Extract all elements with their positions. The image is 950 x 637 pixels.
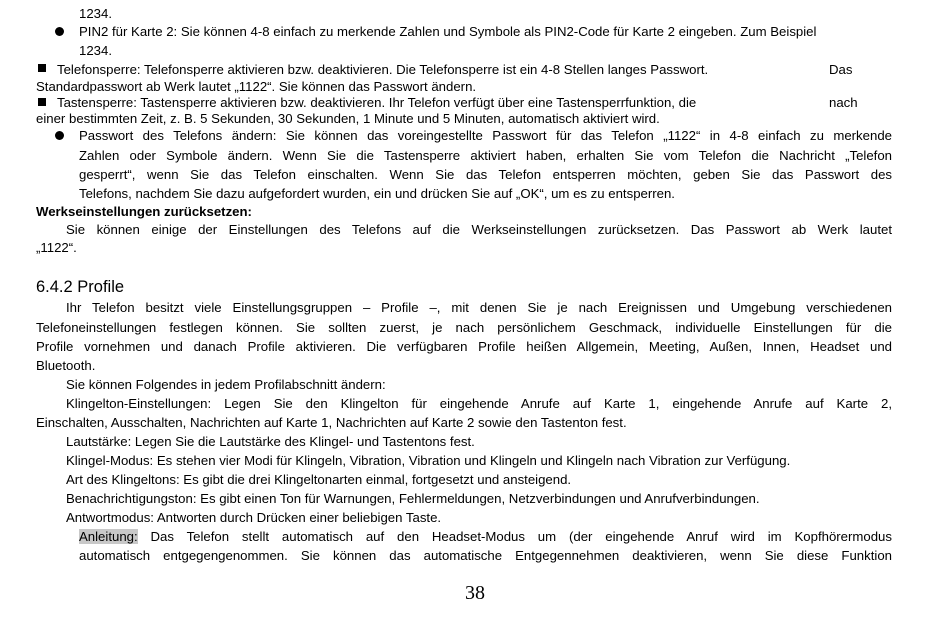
highlighted-label: Anleitung: <box>79 529 138 544</box>
text-line: 1234. <box>79 6 113 21</box>
text-line: Klingelton-Einstellungen: Legen Sie den Klingelton für eingehende Anrufe auf Karte 1, eingehende Anrufe auf Karte 2, <box>66 396 892 411</box>
bullet-dot-icon <box>55 131 64 140</box>
text-span: Das Telefon stellt automatisch auf den Headset-Modus um (der eingehende Anruf wird im Kopfhörermodus <box>137 529 892 544</box>
text-line <box>79 527 892 546</box>
page-number: 38 <box>465 582 485 604</box>
text-line: Telefons, nachdem Sie dazu aufgefordert wurden, ein und drücken Sie auf „OK“, um es zu entsperren. <box>79 186 675 201</box>
text-line: Bluetooth. <box>36 358 96 373</box>
text-line: Klingel-Modus: Es stehen vier Modi für Klingeln, Vibration, Vibration und Klingeln und Klingeln nach Vibration zur Verfügung. <box>66 453 791 468</box>
text-line: „1122“. <box>36 240 77 255</box>
text-line: Das <box>829 62 853 77</box>
text-line: einer bestimmten Zeit, z. B. 5 Sekunden, 30 Sekunden, 1 Minute und 5 Minuten, automatisch aktiviert wird. <box>36 111 660 126</box>
bullet-dot-icon <box>55 27 64 36</box>
text-line: Ihr Telefon besitzt viele Einstellungsgruppen – Profile –, mit denen Sie je nach Ereignissen und Umgebung verschiedenen <box>66 300 892 315</box>
text-line: automatisch entgegengenommen. Sie können das automatische Entgegennehmen deaktivieren, wenn Sie diese Funktion <box>79 548 892 563</box>
text-line: Sie können Folgendes in jedem Profilabschnitt ändern: <box>66 377 386 392</box>
text-line: Einschalten, Ausschalten, Nachrichten auf Karte 1, Nachrichten auf Karte 2 sowie den Tastenton fest. <box>36 415 627 430</box>
text-line: Benachrichtigungston: Es gibt einen Ton für Warnungen, Fehlermeldungen, Netzverbindungen und Anrufverbindungen. <box>66 491 760 506</box>
text-line: PIN2 für Karte 2: Sie können 4-8 einfach zu merkende Zahlen und Symbole als PIN2-Code für Karte 2 eingeben. Zum Beispiel <box>79 24 817 39</box>
text-line: Lautstärke: Legen Sie die Lautstärke des Klingel- und Tastentons fest. <box>66 434 475 449</box>
text-line: Art des Klingeltons: Es gibt die drei Klingeltonarten einmal, fortgesetzt und ansteigend. <box>66 472 572 487</box>
bullet-square-icon <box>38 98 46 106</box>
text-line: Telefonsperre: Telefonsperre aktivieren bzw. deaktivieren. Die Telefonsperre ist ein 4-8 Stellen langes Passwort. <box>57 62 709 77</box>
text-line: Profile vornehmen und danach Profile aktivieren. Die verfügbaren Profile heißen Allgemein, Meeting, Außen, Innen, Headset und <box>36 339 892 354</box>
section-heading: 6.4.2 Profile <box>36 278 125 296</box>
text-line: Passwort des Telefons ändern: Sie können das voreingestellte Passwort für das Telefon „1122“ in 4-8 einfach zu merkende <box>79 128 892 143</box>
text-line: Zahlen oder Symbole ändern. Wenn Sie die Tastensperre aktiviert haben, erhalten Sie vom Telefon die Nachricht „Telefon <box>79 148 892 163</box>
text-line: 1234. <box>79 43 113 58</box>
text-line: Telefoneinstellungen festlegen können. Sie sollten zuerst, je nach persönlichem Geschmack, individuelle Einstellungen für die <box>36 320 892 335</box>
text-line: Antwortmodus: Antworten durch Drücken einer beliebigen Taste. <box>66 510 442 525</box>
text-line: nach <box>829 95 858 110</box>
bullet-square-icon <box>38 64 46 72</box>
text-line: Standardpasswort ab Werk lautet „1122“. Sie können das Passwort ändern. <box>36 79 477 94</box>
text-line: Sie können einige der Einstellungen des Telefons auf die Werkseinstellungen zurücksetzen. Das Passwort ab Werk lautet <box>66 222 892 237</box>
text-line: Tastensperre: Tastensperre aktivieren bzw. deaktivieren. Ihr Telefon verfügt über eine Tastensperrfunktion, die <box>57 95 697 110</box>
section-subheading: Werkseinstellungen zurücksetzen: <box>36 204 252 219</box>
text-line: gesperrt“, wenn Sie das Telefon einschalten. Wenn Sie das Telefon entsperren möchten, geben Sie das Passwort des <box>79 167 892 182</box>
